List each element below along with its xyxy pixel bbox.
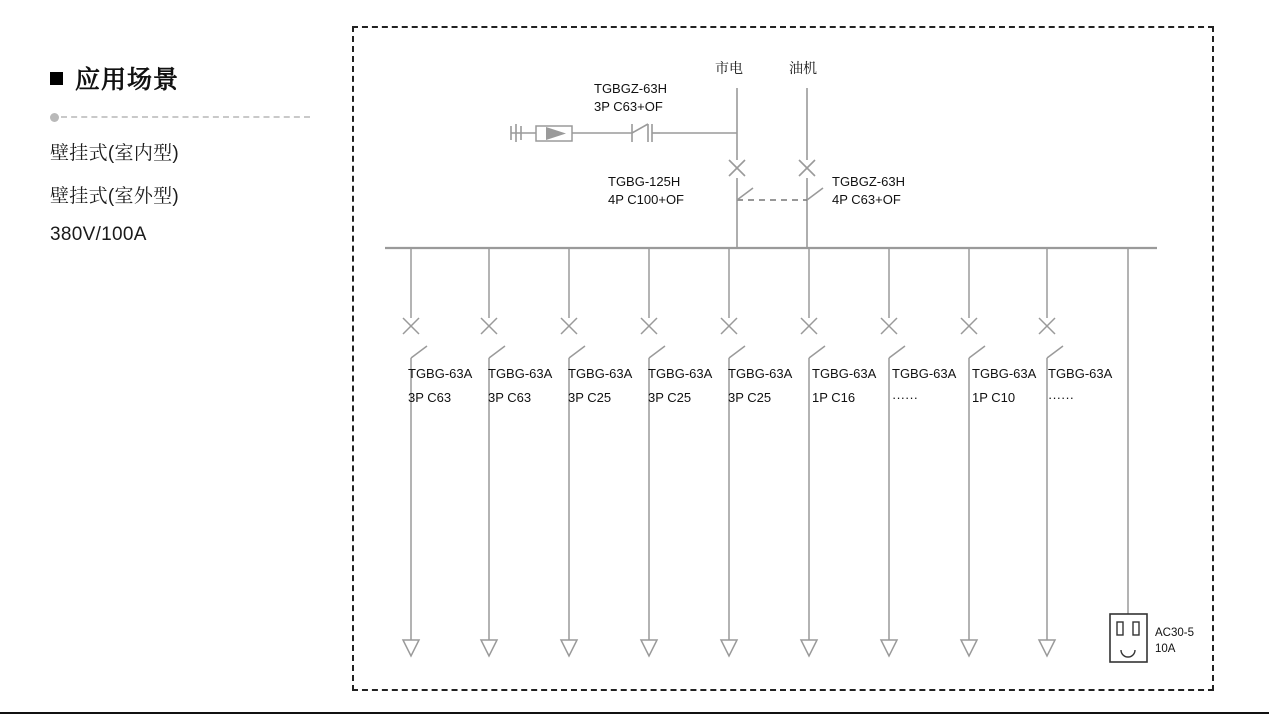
source-label-generator: 油机	[789, 60, 817, 76]
feeder-model: TGBG-63A	[488, 366, 553, 381]
feeder-model: TGBG-63A	[812, 366, 877, 381]
feeder-spec: 3P C25	[648, 390, 692, 405]
feeder-model: TGBG-63A	[568, 366, 633, 381]
section-heading	[50, 60, 310, 96]
feeder-spec: 3P C25	[728, 390, 772, 405]
incoming-device-model: TGBGZ-63H	[594, 81, 667, 96]
feeder-model: TGBG-63A	[648, 366, 713, 381]
feeder-model: TGBG-63A	[408, 366, 473, 381]
socket-model: AC30-5	[1155, 627, 1194, 639]
square-bullet-icon	[50, 72, 63, 85]
divider	[50, 112, 310, 122]
generator-breaker-model: TGBGZ-63H	[832, 174, 905, 189]
mains-breaker-model: TGBG-125H	[608, 174, 681, 189]
feeder-model: TGBG-63A	[892, 366, 957, 381]
source-label-mains: 市电	[715, 60, 743, 76]
incoming-device-spec: 3P C63+OF	[594, 99, 663, 114]
feeder-spec: ······	[1048, 390, 1074, 405]
diagram-frame	[352, 26, 1214, 691]
mains-breaker-spec: 4P C100+OF	[608, 192, 685, 207]
list-item: 壁挂式(室外型)	[50, 186, 180, 207]
feeder-spec: 1P C10	[972, 390, 1016, 405]
page-title: 应用场景	[75, 66, 180, 94]
feeder-spec: 3P C63	[408, 390, 452, 405]
divider-dashed-line	[61, 116, 310, 118]
feeder-model: TGBG-63A	[972, 366, 1037, 381]
feeder-spec: 3P C25	[568, 390, 612, 405]
feeder-model: TGBG-63A	[1048, 366, 1113, 381]
bottom-rule	[0, 712, 1269, 714]
generator-breaker-spec: 4P C63+OF	[832, 192, 901, 207]
list-item: 380V/100A	[50, 224, 147, 245]
feeder-spec: 1P C16	[812, 390, 856, 405]
feeder-spec: ······	[892, 390, 918, 405]
divider-dot-icon	[50, 113, 59, 122]
left-panel	[50, 60, 310, 246]
feeder-model: TGBG-63A	[728, 366, 793, 381]
feeder-spec: 3P C63	[488, 390, 532, 405]
socket-rating: 10A	[1155, 643, 1176, 655]
list-item: 壁挂式(室内型)	[50, 143, 180, 164]
